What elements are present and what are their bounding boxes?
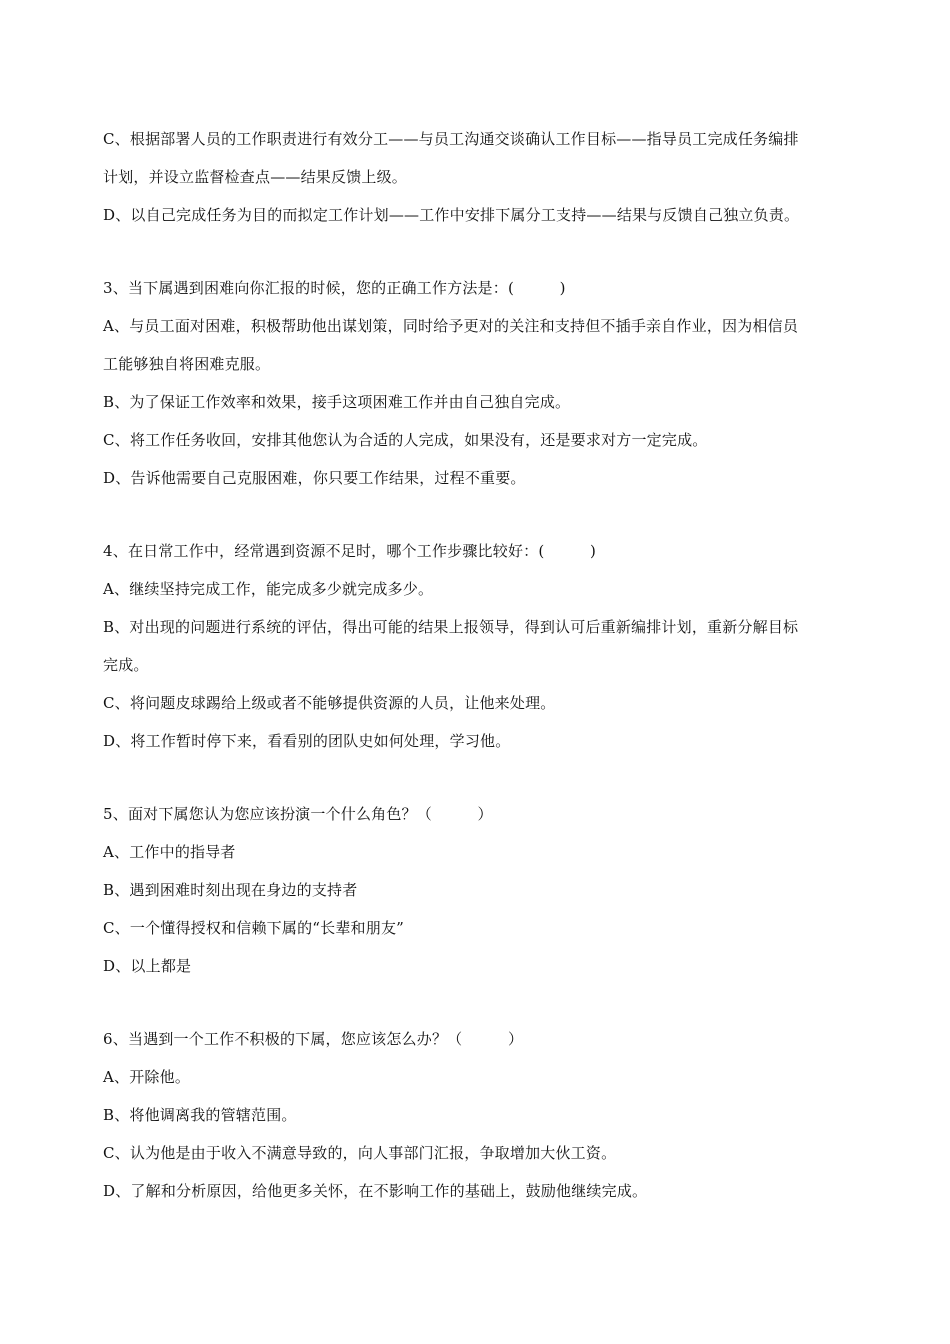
question-spacer — [103, 985, 865, 1020]
question-stem: 6、当遇到一个工作不积极的下属，您应该怎么办？（ ） — [103, 1030, 524, 1048]
option-line: D、以上都是 — [103, 957, 192, 975]
option-line: D、将工作暂时停下来，看看别的团队史如何处理，学习他。 — [103, 732, 511, 750]
option-line: D、了解和分析原因，给他更多关怀，在不影响工作的基础上，鼓励他继续完成。 — [103, 1182, 648, 1200]
option-line: C、一个懂得授权和信赖下属的“长辈和朋友” — [103, 919, 405, 937]
option-line: C、将工作任务收回，安排其他您认为合适的人完成，如果没有，还是要求对方一定完成。 — [103, 431, 708, 449]
option-line: D、告诉他需要自己克服困难，你只要工作结果，过程不重要。 — [103, 469, 526, 487]
question-5 — [103, 795, 865, 985]
page-content — [103, 120, 865, 1210]
question-stem: 5、面对下属您认为您应该扮演一个什么角色？（ ） — [103, 805, 493, 823]
continuation-options — [103, 120, 865, 234]
question-stem: 3、当下属遇到困难向你汇报的时候，您的正确工作方法是：( ) — [103, 279, 566, 297]
option-line: 工能够独自将困难克服。 — [103, 355, 271, 373]
option-line: B、遇到困难时刻出现在身边的支持者 — [103, 881, 358, 899]
option-line: C、将问题皮球踢给上级或者不能够提供资源的人员，让他来处理。 — [103, 694, 556, 712]
option-line: B、为了保证工作效率和效果，接手这项困难工作并由自己独自完成。 — [103, 393, 571, 411]
option-line: A、与员工面对困难，积极帮助他出谋划策，同时给予更对的关注和支持但不插手亲自作业，因为相信员 — [103, 317, 799, 335]
question-spacer — [103, 760, 865, 795]
question-3 — [103, 269, 865, 497]
option-line: 完成。 — [103, 656, 149, 674]
question-4 — [103, 532, 865, 760]
option-line: C、认为他是由于收入不满意导致的，向人事部门汇报，争取增加大伙工资。 — [103, 1144, 617, 1162]
option-line: B、将他调离我的管辖范围。 — [103, 1106, 297, 1124]
option-line: C、根据部署人员的工作职责进行有效分工——与员工沟通交谈确认工作目标——指导员工完成任务编排 — [103, 130, 799, 148]
option-line: 计划，并设立监督检查点——结果反馈上级。 — [103, 168, 408, 186]
option-line: A、继续坚持完成工作，能完成多少就完成多少。 — [103, 580, 434, 598]
option-line: A、工作中的指导者 — [103, 843, 236, 861]
question-spacer — [103, 497, 865, 532]
question-6 — [103, 1020, 865, 1210]
option-line: B、对出现的问题进行系统的评估，得出可能的结果上报领导，得到认可后重新编排计划，重新分解目标 — [103, 618, 799, 636]
option-line: A、开除他。 — [103, 1068, 191, 1086]
question-stem: 4、在日常工作中，经常遇到资源不足时，哪个工作步骤比较好：( ) — [103, 542, 597, 560]
option-line: D、以自己完成任务为目的而拟定工作计划——工作中安排下属分工支持——结果与反馈自己独立负责。 — [103, 206, 800, 224]
question-spacer — [103, 234, 865, 269]
